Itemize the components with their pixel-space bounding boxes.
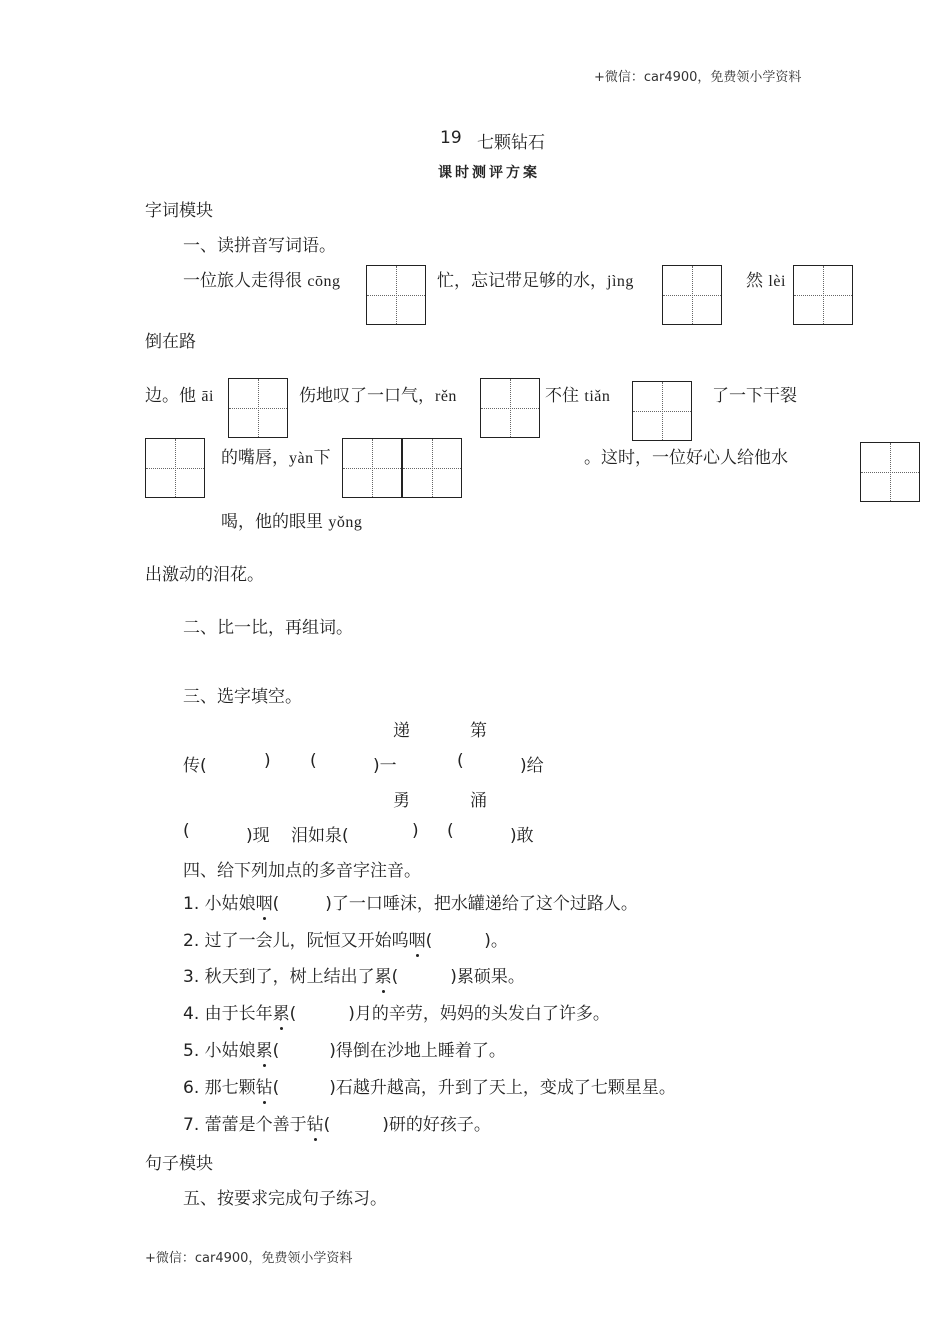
q1-text: 边。他 āi xyxy=(145,386,214,406)
writing-grid-box[interactable] xyxy=(632,381,692,441)
q1-text: 倒在路 xyxy=(145,332,196,352)
option-char: 递 xyxy=(393,721,410,741)
module-heading-words: 字词模块 xyxy=(145,201,213,221)
writing-grid-box[interactable] xyxy=(366,265,426,325)
q1-text: 的嘴唇，yàn下 xyxy=(221,448,331,468)
list-item: 2. 过了一会儿，阮恒又开始呜咽( )。 xyxy=(183,926,508,951)
q1-text: 一位旅人走得很 cōng xyxy=(183,271,341,291)
q1-text: 出激动的泪花。 xyxy=(145,565,264,585)
fill-blank-text: )一 xyxy=(373,756,397,776)
question-5-title: 五、按要求完成句子练习。 xyxy=(183,1189,387,1209)
q1-text: 伤地叹了一口气，rěn xyxy=(299,386,457,406)
writing-grid-box[interactable] xyxy=(793,265,853,325)
q1-text: 了一下干裂 xyxy=(712,386,797,406)
fill-blank-text: )现 xyxy=(246,826,270,846)
writing-grid-box[interactable] xyxy=(145,438,205,498)
footer-watermark: +微信：car4900，免费领小学资料 xyxy=(145,1251,353,1266)
writing-grid-box[interactable] xyxy=(860,442,920,502)
q1-text: 喝，他的眼里 yǒng xyxy=(221,512,363,532)
fill-blank-text: )给 xyxy=(520,756,544,776)
fill-blank-text: ) xyxy=(264,751,271,771)
q1-text: 忙，忘记带足够的水，jìng xyxy=(437,271,634,291)
writing-grid-box[interactable] xyxy=(480,378,540,438)
writing-grid-box[interactable] xyxy=(342,438,402,498)
question-1-title: 一、读拼音写词语。 xyxy=(183,236,336,256)
fill-blank-text: ( xyxy=(457,751,464,771)
list-item: 5. 小姑娘累( )得倒在沙地上睡着了。 xyxy=(183,1036,506,1061)
fill-blank-text: ( xyxy=(310,751,317,771)
option-char: 涌 xyxy=(470,791,487,811)
fill-blank-text: )敢 xyxy=(510,826,534,846)
fill-blank-text: 泪如泉( xyxy=(291,826,349,846)
writing-grid-box[interactable] xyxy=(662,265,722,325)
page-subtitle: 课时测评方案 xyxy=(438,165,540,181)
module-heading-sentences: 句子模块 xyxy=(145,1154,213,1174)
list-item: 4. 由于长年累( )月的辛劳，妈妈的头发白了许多。 xyxy=(183,999,610,1024)
q1-text: 然 lèi xyxy=(746,271,786,291)
option-char: 勇 xyxy=(393,791,410,811)
question-2-title: 二、比一比，再组词。 xyxy=(183,618,353,638)
writing-grid-box[interactable] xyxy=(228,378,288,438)
list-item: 6. 那七颗钻( )石越升越高，升到了天上，变成了七颗星星。 xyxy=(183,1073,676,1098)
lesson-number: 19 xyxy=(440,128,462,148)
fill-blank-text: ( xyxy=(183,821,190,841)
header-watermark: +微信：car4900，免费领小学资料 xyxy=(594,70,802,85)
option-char: 第 xyxy=(470,721,487,741)
q1-text: 。这时，一位好心人给他水 xyxy=(584,448,788,468)
list-item: 3. 秋天到了，树上结出了累( )累硕果。 xyxy=(183,962,525,987)
q1-text: 不住 tiǎn xyxy=(545,386,611,406)
fill-blank-text: ) xyxy=(412,821,419,841)
writing-grid-box[interactable] xyxy=(402,438,462,498)
fill-blank-text: 传( xyxy=(183,756,207,776)
list-item: 1. 小姑娘咽( )了一口唾沫，把水罐递给了这个过路人。 xyxy=(183,889,638,914)
page-title: 七颗钻石 xyxy=(477,133,545,153)
fill-blank-text: ( xyxy=(447,821,454,841)
question-3-title: 三、选字填空。 xyxy=(183,687,302,707)
question-4-title: 四、给下列加点的多音字注音。 xyxy=(183,861,421,881)
list-item: 7. 蕾蕾是个善于钻( )研的好孩子。 xyxy=(183,1110,491,1135)
